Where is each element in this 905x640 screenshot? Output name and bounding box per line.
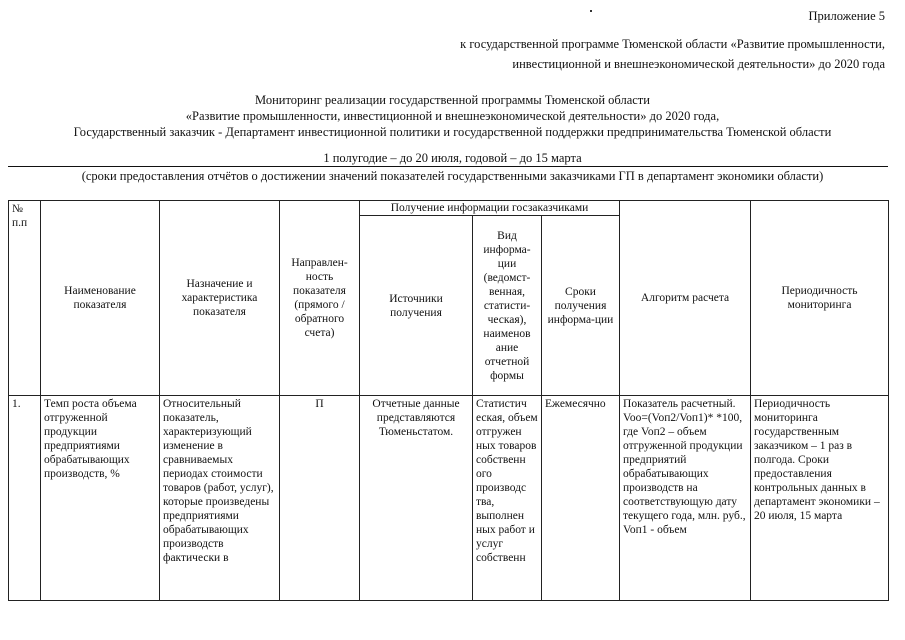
document-title [0, 92, 905, 140]
table-row [9, 396, 889, 601]
cell-algorithm: Показатель расчетный. Voo=(Voп2/Voп1)* *100, где Voп2 – объем отгруженной продукции предприятий обрабатывающих производств на соответствующую дату текущего года, млн. руб., Voп1 - объем [620, 396, 751, 601]
cell-purpose: Относительный показатель, характеризующий изменение в сравниваемых периодах стоимости товаров (работ, услуг), которые произведены предприятиями обрабатывающих производств фактически в [160, 396, 280, 601]
header-name: Наименование показателя [41, 201, 160, 396]
monitoring-table [8, 200, 889, 601]
header-info-type: Вид информа-ции (ведомст-венная, статисти-ческая), наименов ание отчетной формы [473, 216, 542, 396]
appendix-title: Приложение 5 [808, 9, 885, 23]
appendix-line-1: к государственной программе Тюменской области «Развитие промышленности, [460, 37, 885, 51]
divider-line [8, 166, 888, 167]
header-purpose: Назначение и характеристика показателя [160, 201, 280, 396]
title-line-3: Государственный заказчик - Департамент инвестиционной политики и государственной поддержки предпринимательства Тюменской области [73, 125, 832, 139]
cell-num: 1. [9, 396, 41, 601]
title-line-1: Мониторинг реализации государственной программы Тюменской области [255, 93, 650, 107]
header-frequency: Периодичность мониторинга [751, 201, 889, 396]
header-direction: Направлен-ность показателя (прямого /обратного счета) [280, 201, 360, 396]
appendix-header [365, 8, 885, 71]
header-algorithm: Алгоритм расчета [620, 201, 751, 396]
cell-info-type: Статистич еская, объем отгружен ных товаров собственн ого производс тва, выполнен ных работ и услуг собственн [473, 396, 542, 601]
header-terms: Сроки получения информа-ции [542, 216, 620, 396]
deadline-note: (сроки предоставления отчётов о достижении значений показателей государственными заказчиками ГП в департамент экономики области) [81, 169, 824, 183]
cell-terms: Ежемесячно [542, 396, 620, 601]
cell-direction: П [280, 396, 360, 601]
cell-sources: Отчетные данные представляются Тюменьстатом. [360, 396, 473, 601]
title-line-2: «Развитие промышленности, инвестиционной и внешнеэкономической деятельности» до 2020 года, [185, 109, 720, 123]
cell-name: Темп роста объема отгруженной продукции предприятиями обрабатывающих производств, % [41, 396, 160, 601]
header-info-group: Получение информации госзаказчиками [360, 201, 620, 216]
header-sources: Источники получения [360, 216, 473, 396]
header-num: № п.п [9, 201, 41, 396]
cell-frequency: Периодичность мониторинга государственным заказчиком – 1 раз в полгода. Сроки предоставления контрольных данных в департамент экономики – 20 июля, 15 марта [751, 396, 889, 601]
reporting-period: 1 полугодие – до 20 июля, годовой – до 15 марта [323, 151, 582, 165]
appendix-line-2: инвестиционной и внешнеэкономической деятельности» до 2020 года [512, 57, 885, 71]
